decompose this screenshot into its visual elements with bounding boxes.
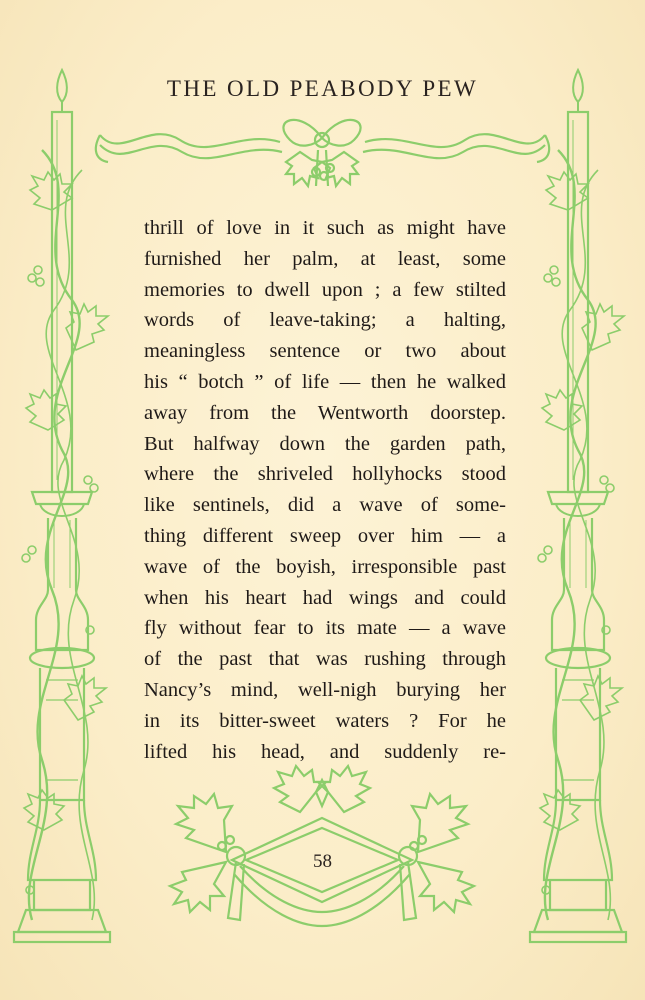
- text-line: wave of the boyish, irresponsible past: [144, 555, 506, 578]
- text-line: thing different sweep over him — a: [144, 524, 506, 547]
- text-line: in its bitter-sweet waters ? For he: [144, 709, 506, 732]
- text-line: fly without fear to its mate — a wave: [144, 617, 506, 640]
- text-line: his “ botch ” of life — then he walked: [144, 370, 506, 393]
- text-line: thrill of love in it such as might have: [144, 217, 506, 239]
- text-line: furnished her palm, at least, some: [144, 247, 506, 270]
- page-number: 58: [313, 851, 332, 872]
- body-text: [144, 213, 506, 767]
- left-candlestick-ornament: [14, 70, 110, 942]
- text-line: words of leave-taking; a halting,: [144, 309, 506, 332]
- text-line: like sentinels, did a wave of some-: [144, 494, 506, 517]
- text-line: away from the Wentworth doorstep.: [144, 401, 506, 424]
- right-candlestick-ornament: [530, 70, 626, 942]
- text-line: Nancy’s mind, well-nigh burying her: [144, 678, 506, 701]
- running-head: THE OLD PEABODY PEW: [166, 76, 479, 101]
- text-line: meaningless sentence or two about: [144, 340, 506, 363]
- text-line: of the past that was rushing through: [144, 648, 506, 671]
- top-ribbon-bow-ornament: [96, 120, 549, 186]
- text-line: where the shriveled hollyhocks stood: [144, 463, 506, 486]
- text-line: when his heart had wings and could: [144, 586, 506, 609]
- bottom-holly-cartouche-ornament: [170, 766, 474, 926]
- text-line: lifted his head, and suddenly re-: [144, 740, 506, 763]
- text-line: memories to dwell upon ; a few stilted: [144, 278, 506, 301]
- text-line: But halfway down the garden path,: [144, 432, 506, 455]
